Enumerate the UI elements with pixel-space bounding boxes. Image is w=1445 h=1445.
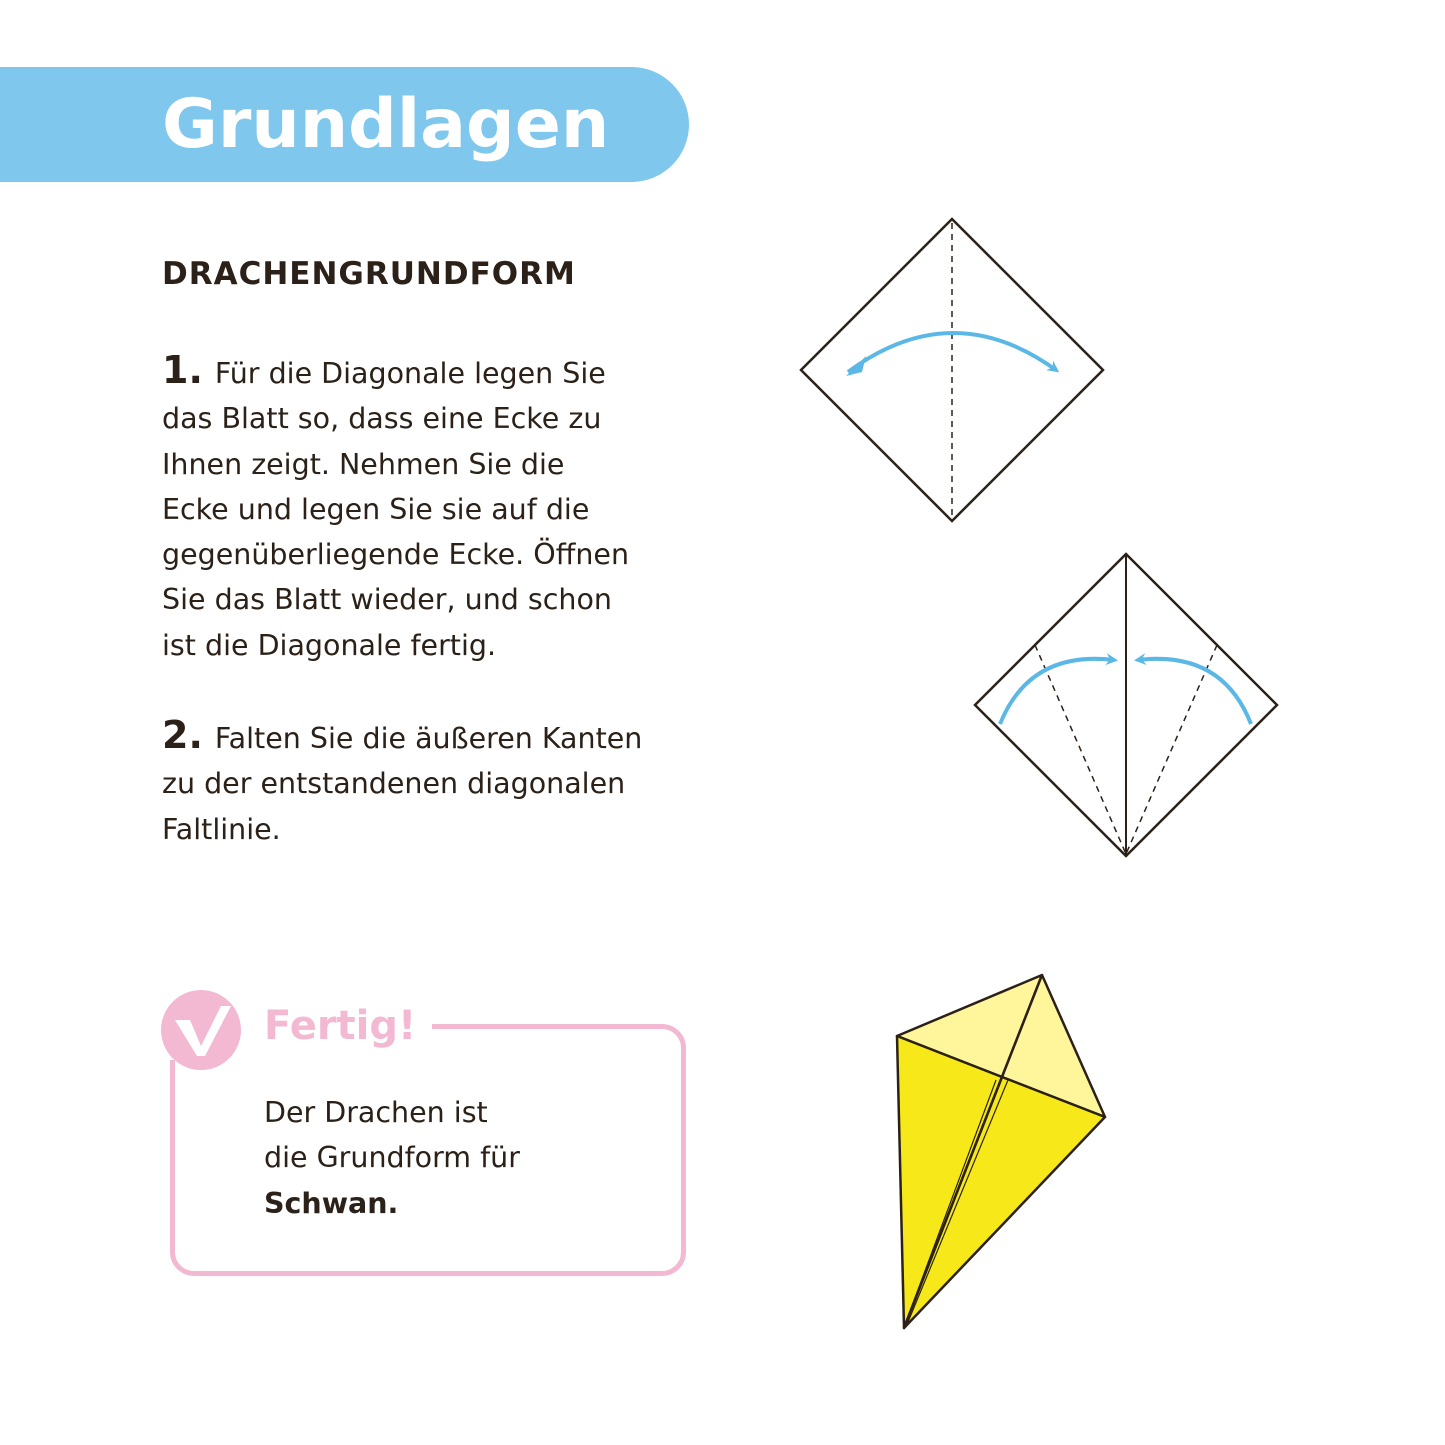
diagram-step-2 xyxy=(975,554,1277,856)
fertig-line-1: Der Drachen ist xyxy=(264,1096,488,1129)
step-1-line-1: 1. Für die Diagonale legen Sie xyxy=(162,348,606,392)
step-1-line-4: Ecke und legen Sie sie auf die xyxy=(162,492,590,526)
step-1-line-2: das Blatt so, dass eine Ecke zu xyxy=(162,402,602,436)
fertig-label: Fertig! xyxy=(264,1003,417,1049)
step-1-line-5: gegenüberliegende Ecke. Öffnen xyxy=(162,538,630,572)
step-1-number: 1. xyxy=(162,348,203,392)
fertig-line-3: Schwan. xyxy=(264,1186,399,1220)
step-1-line-6: Sie das Blatt wieder, und schon xyxy=(162,583,612,617)
diagram-step-1 xyxy=(801,219,1103,521)
section-subtitle: DRACHENGRUNDFORM xyxy=(162,256,576,292)
step-2-line-1: 2. Falten Sie die äußeren Kanten xyxy=(162,713,643,757)
page-title: Grundlagen xyxy=(162,85,610,164)
step-1-line-7: ist die Diagonale fertig. xyxy=(162,628,497,662)
step-2-number: 2. xyxy=(162,713,203,757)
step-2-line-3: Faltlinie. xyxy=(162,812,281,846)
step-1-line-3: Ihnen zeigt. Nehmen Sie die xyxy=(162,447,565,481)
fertig-line-2: die Grundform für xyxy=(264,1141,520,1175)
step-2-line-2: zu der entstandenen diagonalen xyxy=(162,767,626,801)
diagram-finished-kite xyxy=(897,975,1105,1328)
